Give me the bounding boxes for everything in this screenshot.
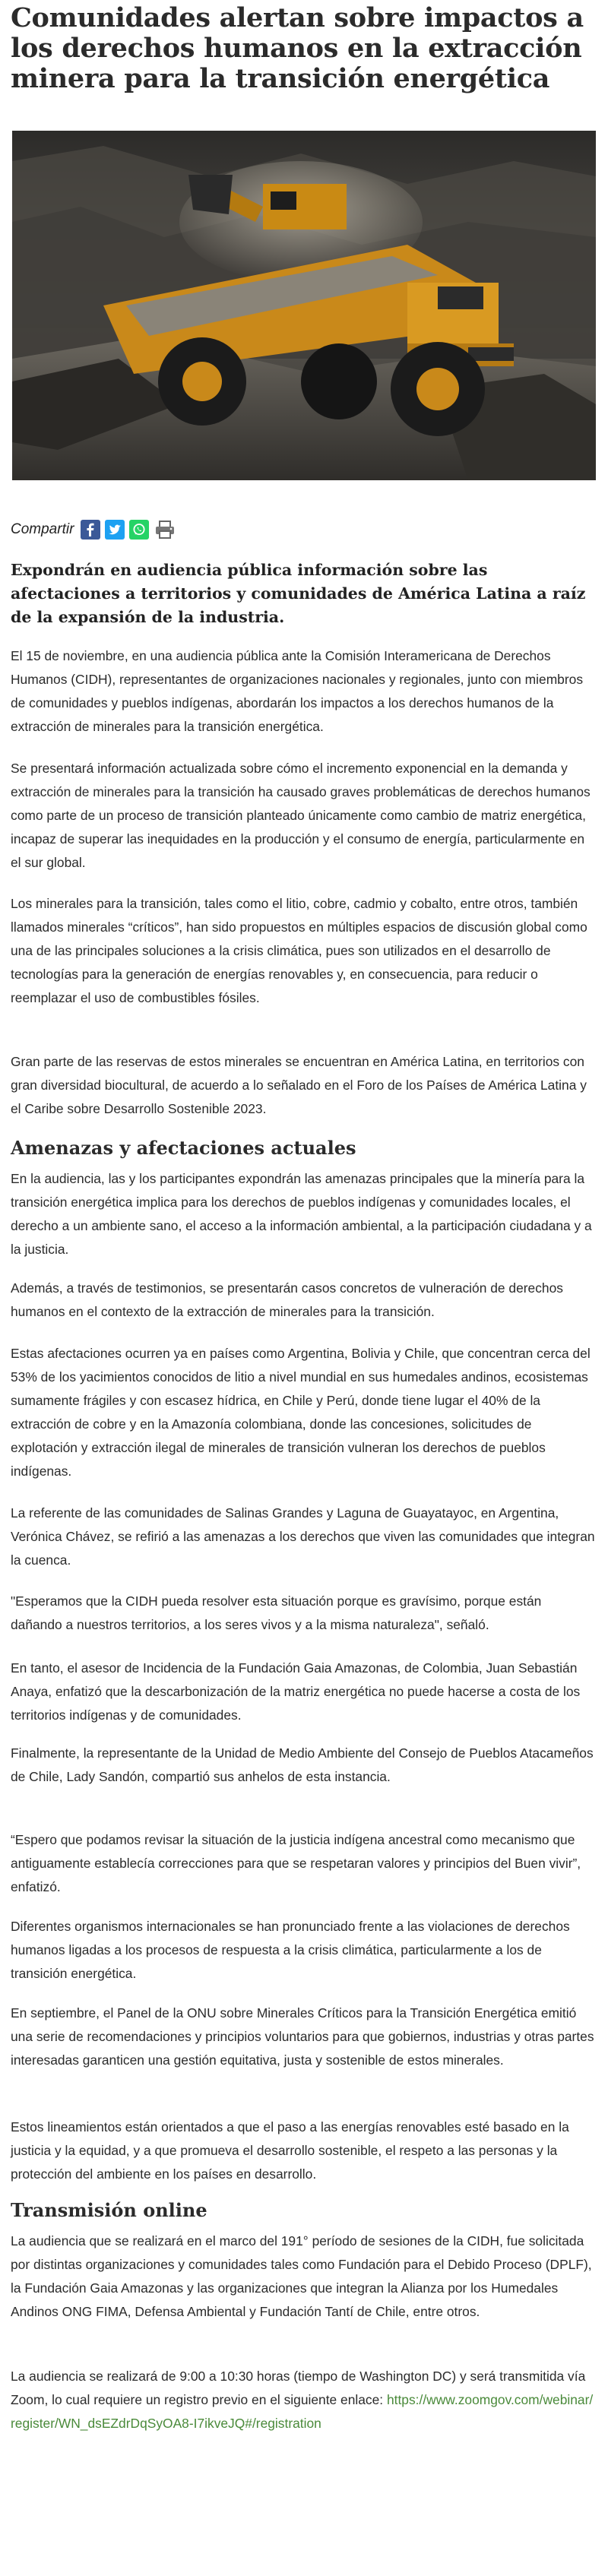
- paragraph-3: Los minerales para la transición, tales como el litio, cobre, cadmio y cobalto, entre otros, también llamados minerales “críticos”, han sido propuestos en múltiples espacios de discusión global como una de las principales soluciones a la crisis climática, pues son utilizados en el desarrollo de tecnologías para la generación de energías renovables y, en consecuencia, para reducir o reemplazar el uso de combustibles fósiles.: [11, 896, 587, 1005]
- article-title: Comunidades alertan sobre impactos a los derechos humanos en la extracción minera para la transición energética: [11, 2, 584, 94]
- paragraph-5: En la audiencia, las y los participantes expondrán las amenazas principales que la minería para la transición energética implica para los derechos de pueblos indígenas y comunidades locales, el derecho a un ambiente sano, el acceso a la información ambiental, a la participación ciudadana y a la justicia.: [11, 1171, 592, 1257]
- twitter-icon[interactable]: [105, 520, 125, 540]
- paragraph-9: "Esperamos que la CIDH pueda resolver esta situación porque es gravísimo, porque están dañando a nuestros territorios, a los seres vivos y a la misma naturaleza", señaló.: [11, 1593, 542, 1632]
- heading-amenazas: Amenazas y afectaciones actuales: [11, 1137, 356, 1159]
- paragraph-10: En tanto, el asesor de Incidencia de la Fundación Gaia Amazonas, de Colombia, Juan Sebastián Anaya, enfatizó que la descarbonización de la matriz energética no puede hacerse a costa de los territorios indígenas y de comunidades.: [11, 1660, 581, 1723]
- paragraph-17: [11, 2365, 596, 2435]
- print-icon[interactable]: [154, 520, 173, 540]
- heading-transmision: Transmisión online: [11, 2199, 207, 2221]
- hero-image-mining-truck: [12, 131, 596, 480]
- whatsapp-icon[interactable]: [129, 520, 149, 540]
- paragraph-6: Además, a través de testimonios, se presentarán casos concretos de vulneración de derechos humanos en el contexto de la extracción de minerales para la transición.: [11, 1280, 563, 1319]
- article: [11, 0, 597, 2431]
- paragraph-14: En septiembre, el Panel de la ONU sobre Minerales Críticos para la Transición Energética emitió una serie de recomendaciones y principios voluntarios para que gobiernos, industrias y otras partes interesadas garanticen una gestión equitativa, justa y sostenible de estos minerales.: [11, 2005, 594, 2068]
- article-lead: Expondrán en audiencia pública información sobre las afectaciones a territorios y comunidades de América Latina a raíz de la expansión de la industria.: [11, 561, 586, 626]
- paragraph-12: “Espero que podamos revisar la situación de la justicia indígena ancestral como mecanismo que antiguamente establecía correcciones para que se respetaran valores y principios del Buen vivir”, enfatizó.: [11, 1832, 581, 1894]
- paragraph-4: Gran parte de las reservas de estos minerales se encuentran en América Latina, en territorios con gran diversidad biocultural, de acuerdo a lo señalado en el Foro de los Países de América Latina y el Caribe sobre Desarrollo Sostenible 2023.: [11, 1054, 587, 1116]
- paragraph-7: Estas afectaciones ocurren ya en países como Argentina, Bolivia y Chile, que concentran cerca del 53% de los yacimientos conocidos de litio a nivel mundial en sus humedales andinos, ecosistemas sumamente frágiles y con escasez hídrica, en Chile y Perú, donde tiene lugar el 40% de la extracción de cobre y en la Amazonía colombiana, donde las concesiones, solicitudes de explotación y extracción ilegal de minerales de transición vulneran los derechos de pueblos indígenas.: [11, 1346, 591, 1479]
- paragraph-15: Estos lineamientos están orientados a que el paso a las energías renovables esté basado en la justicia y la equidad, y a que promueva el desarrollo sostenible, el respeto a las personas y la protección del ambiente en los países en desarrollo.: [11, 2119, 569, 2182]
- share-label: Compartir: [11, 521, 74, 537]
- paragraph-8: La referente de las comunidades de Salinas Grandes y Laguna de Guayatayoc, en Argentina, Verónica Chávez, se refirió a las amenazas a los derechos que viven las comunidades que integran la cuenca.: [11, 1505, 595, 1568]
- registration-link[interactable]: https://www.zoomgov.com/webinar/register/WN_dsEZdrDqSyOA8-I7ikveJQ#/registration: [11, 2392, 594, 2431]
- paragraph-1: El 15 de noviembre, en una audiencia pública ante la Comisión Interamericana de Derechos Humanos (CIDH), representantes de organizaciones nacionales y regionales, junto con miembros de comunidades y pueblos indígenas, abordarán los impactos a los derechos humanos de la extracción de minerales para la transición energética.: [11, 648, 584, 734]
- mining-truck-illustration: [12, 131, 596, 480]
- paragraph-13: Diferentes organismos internacionales se han pronunciado frente a las violaciones de derechos humanos ligadas a los procesos de respuesta a la crisis climática, particularmente a los de transición energética.: [11, 1919, 570, 1981]
- share-bar: [11, 516, 178, 543]
- facebook-icon[interactable]: [81, 520, 100, 540]
- paragraph-11: Finalmente, la representante de la Unidad de Medio Ambiente del Consejo de Pueblos Atacameños de Chile, Lady Sandón, compartió sus anhelos de esta instancia.: [11, 1745, 594, 1784]
- paragraph-2: Se presentará información actualizada sobre cómo el incremento exponencial en la demanda y extracción de minerales para la transición ha causado graves problemáticas de derechos humanos como parte de un proceso de transición planteado únicamente como cambio de matriz energética, incapaz de superar las inequidades en la producción y el consumo de energía, particularmente en el sur global.: [11, 761, 591, 870]
- paragraph-17-text: La audiencia se realizará de 9:00 a 10:30 horas (tiempo de Washington DC) y será transmitida vía Zoom, lo cual requiere un registro previo en el siguiente enlace:: [11, 2369, 586, 2407]
- paragraph-16: La audiencia que se realizará en el marco del 191° período de sesiones de la CIDH, fue solicitada por distintas organizaciones y comunidades tales como Fundación para el Debido Proceso (DPLF), la Fundación Gaia Amazonas y las organizaciones que integran la Alianza por los Humedales Andinos ONG FIMA, Defensa Ambiental y Fundación Tantí de Chile, entre otros.: [11, 2233, 592, 2319]
